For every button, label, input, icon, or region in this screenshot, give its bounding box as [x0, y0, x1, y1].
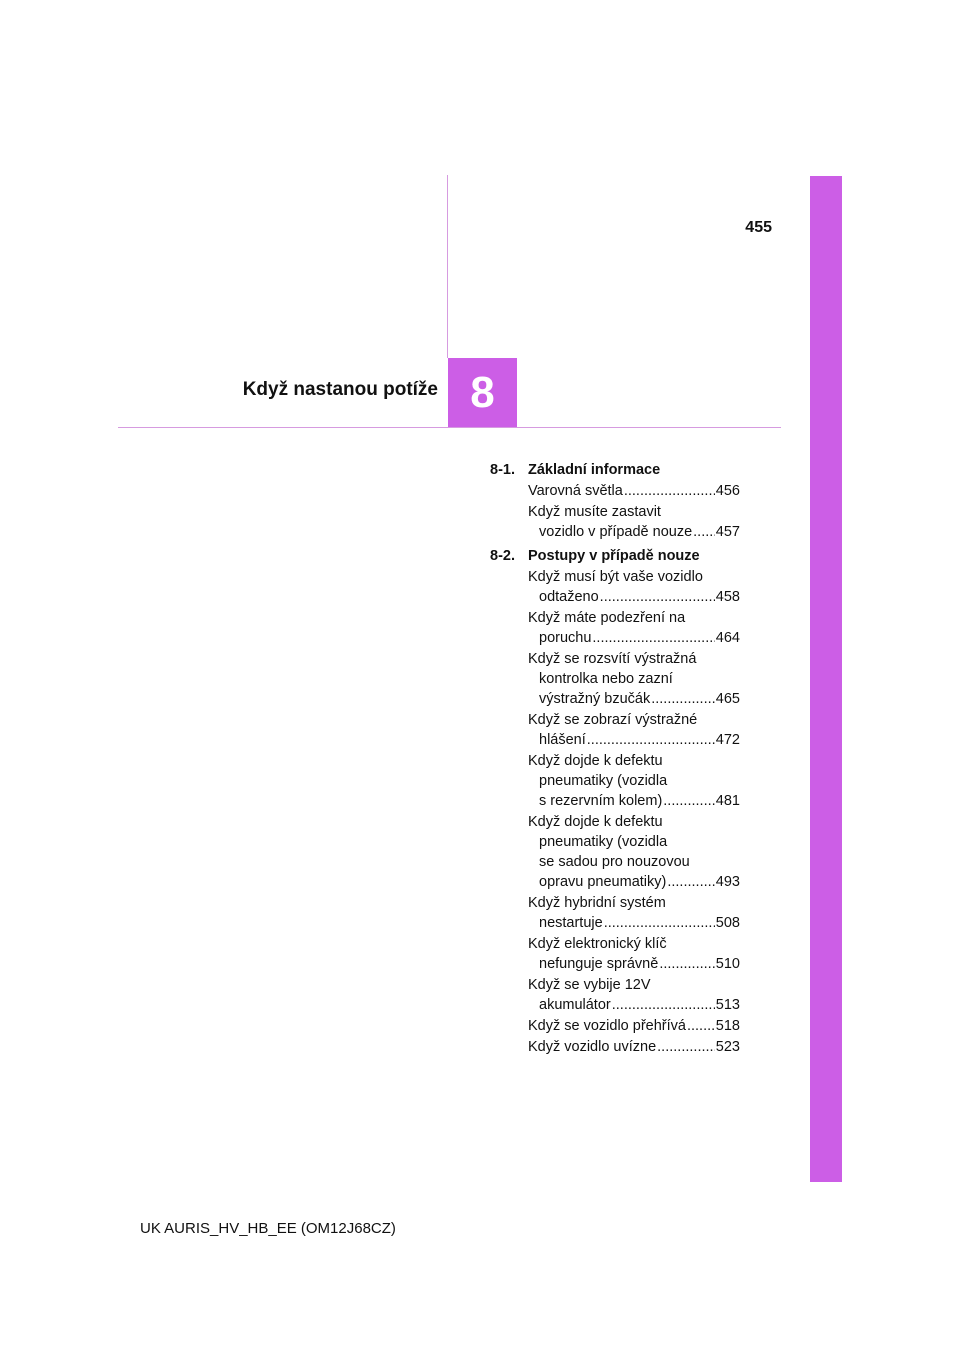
toc-entry-line [528, 628, 740, 648]
toc-entry-text: Když dojde k defektu [528, 753, 663, 769]
toc-page-number: 472 [715, 732, 740, 748]
toc-entry-line [528, 893, 740, 913]
toc-entry-line [528, 710, 740, 730]
toc-page-number: 464 [715, 630, 740, 646]
toc-section-number: 8-2. [490, 548, 515, 564]
toc-entry-line [528, 649, 740, 669]
toc-dot-leader [651, 689, 715, 709]
header-horizontal-rule [118, 427, 781, 428]
toc-entry-text: nestartuje [539, 915, 603, 931]
toc-entry-text: s rezervním kolem) [539, 793, 663, 809]
toc-entry-text: Když vozidlo uvízne [528, 1039, 657, 1055]
toc-entry[interactable] [528, 893, 740, 933]
toc-entry-text: vozidlo v případě nouze [539, 524, 693, 540]
toc-page-number: 465 [715, 691, 740, 707]
toc-dot-leader [687, 1016, 715, 1036]
toc-entry[interactable] [528, 751, 740, 811]
toc-entry-text: Když musí být vaše vozidlo [528, 569, 703, 585]
toc-section-heading [490, 546, 740, 566]
toc-section-heading [490, 460, 740, 480]
chapter-title: Když nastanou potíže [242, 379, 438, 400]
toc-entry-line [528, 954, 740, 974]
toc-section-title: Základní informace [528, 462, 661, 478]
toc-entry[interactable] [528, 567, 740, 607]
toc-entry-text: Když elektronický klíč [528, 936, 667, 952]
toc-entry-line [528, 1016, 740, 1036]
toc-entry[interactable] [528, 812, 740, 892]
page-number: 455 [745, 219, 772, 236]
toc-entry-text: Když dojde k defektu [528, 814, 663, 830]
toc-dot-leader [612, 995, 715, 1015]
toc-entry-text: pneumatiky (vozidla [539, 834, 668, 850]
toc-entry-text: pneumatiky (vozidla [539, 773, 668, 789]
toc-entry[interactable] [528, 502, 740, 542]
toc-entry-line [528, 608, 740, 628]
toc-entry-line [528, 771, 740, 791]
toc-page-number: 456 [715, 483, 740, 499]
toc-entry-text: výstražný bzučák [539, 691, 651, 707]
toc-dot-leader [604, 913, 715, 933]
toc-entry-line [528, 872, 740, 892]
table-of-contents [490, 460, 740, 1057]
toc-entry-text: Když se rozsvítí výstražná [528, 651, 697, 667]
toc-dot-leader [592, 628, 714, 648]
toc-entry[interactable] [528, 934, 740, 974]
toc-entry-line [528, 502, 740, 522]
toc-page-number: 493 [715, 874, 740, 890]
toc-entry-text: Když musíte zastavit [528, 504, 661, 520]
toc-page-number: 513 [715, 997, 740, 1013]
toc-entry-line [528, 832, 740, 852]
toc-entry-text: Když se vozidlo přehřívá [528, 1018, 686, 1034]
toc-entry-text: Když máte podezření na [528, 610, 686, 626]
toc-dot-leader [587, 730, 715, 750]
toc-entry[interactable] [528, 1016, 740, 1036]
toc-entry-line [528, 934, 740, 954]
toc-dot-leader [667, 872, 714, 892]
toc-entry[interactable] [528, 481, 740, 501]
toc-entry-text: Když se vybije 12V [528, 977, 651, 993]
chapter-number: 8 [470, 367, 495, 417]
toc-dot-leader [624, 481, 715, 501]
toc-entry-text: hlášení [539, 732, 586, 748]
toc-section-title: Postupy v případě nouze [528, 548, 700, 564]
toc-entry-line [528, 913, 740, 933]
toc-entry[interactable] [528, 1037, 740, 1057]
toc-dot-leader [657, 1037, 715, 1057]
toc-entry-line [528, 730, 740, 750]
document-footer: UK AURIS_HV_HB_EE (OM12J68CZ) [140, 1220, 396, 1237]
toc-entry-line [528, 812, 740, 832]
header-vertical-rule [447, 175, 448, 358]
toc-page-number: 458 [715, 589, 740, 605]
toc-entry-line [528, 689, 740, 709]
toc-entry-line [528, 852, 740, 872]
toc-entry[interactable] [528, 608, 740, 648]
toc-entry[interactable] [528, 710, 740, 750]
toc-entry-text: opravu pneumatiky) [539, 874, 667, 890]
toc-section-number: 8-1. [490, 462, 515, 478]
toc-entry-text: akumulátor [539, 997, 611, 1013]
toc-entry-text: odtaženo [539, 589, 599, 605]
toc-entry-line [528, 587, 740, 607]
toc-page-number: 481 [715, 793, 740, 809]
toc-entry-text: se sadou pro nouzovou [539, 854, 690, 870]
toc-dot-leader [693, 522, 715, 542]
toc-entry-text: Když se zobrazí výstražné [528, 712, 698, 728]
toc-page-number: 457 [715, 524, 740, 540]
toc-entry-text: Varovná světla [528, 483, 623, 499]
toc-entry-line [528, 1037, 740, 1057]
toc-entry-text: nefunguje správně [539, 956, 659, 972]
toc-entry-line [528, 669, 740, 689]
toc-dot-leader [663, 791, 715, 811]
toc-entry-line [528, 751, 740, 771]
toc-entry-line [528, 791, 740, 811]
chapter-side-tab [810, 176, 842, 1182]
toc-dot-leader [659, 954, 714, 974]
toc-page-number: 510 [715, 956, 740, 972]
toc-entry-line [528, 975, 740, 995]
toc-entry-line [528, 995, 740, 1015]
chapter-number-box [448, 358, 517, 427]
toc-entry-text: poruchu [539, 630, 592, 646]
toc-entry-line [528, 522, 740, 542]
toc-entry[interactable] [528, 975, 740, 1015]
toc-entry-text: Když hybridní systém [528, 895, 666, 911]
toc-dot-leader [600, 587, 715, 607]
toc-entry-line [528, 481, 740, 501]
toc-entry-line [528, 567, 740, 587]
toc-page-number: 523 [715, 1039, 740, 1055]
toc-page-number: 518 [715, 1018, 740, 1034]
toc-entry[interactable] [528, 649, 740, 709]
toc-page-number: 508 [715, 915, 740, 931]
toc-entry-text: kontrolka nebo zazní [539, 671, 673, 687]
